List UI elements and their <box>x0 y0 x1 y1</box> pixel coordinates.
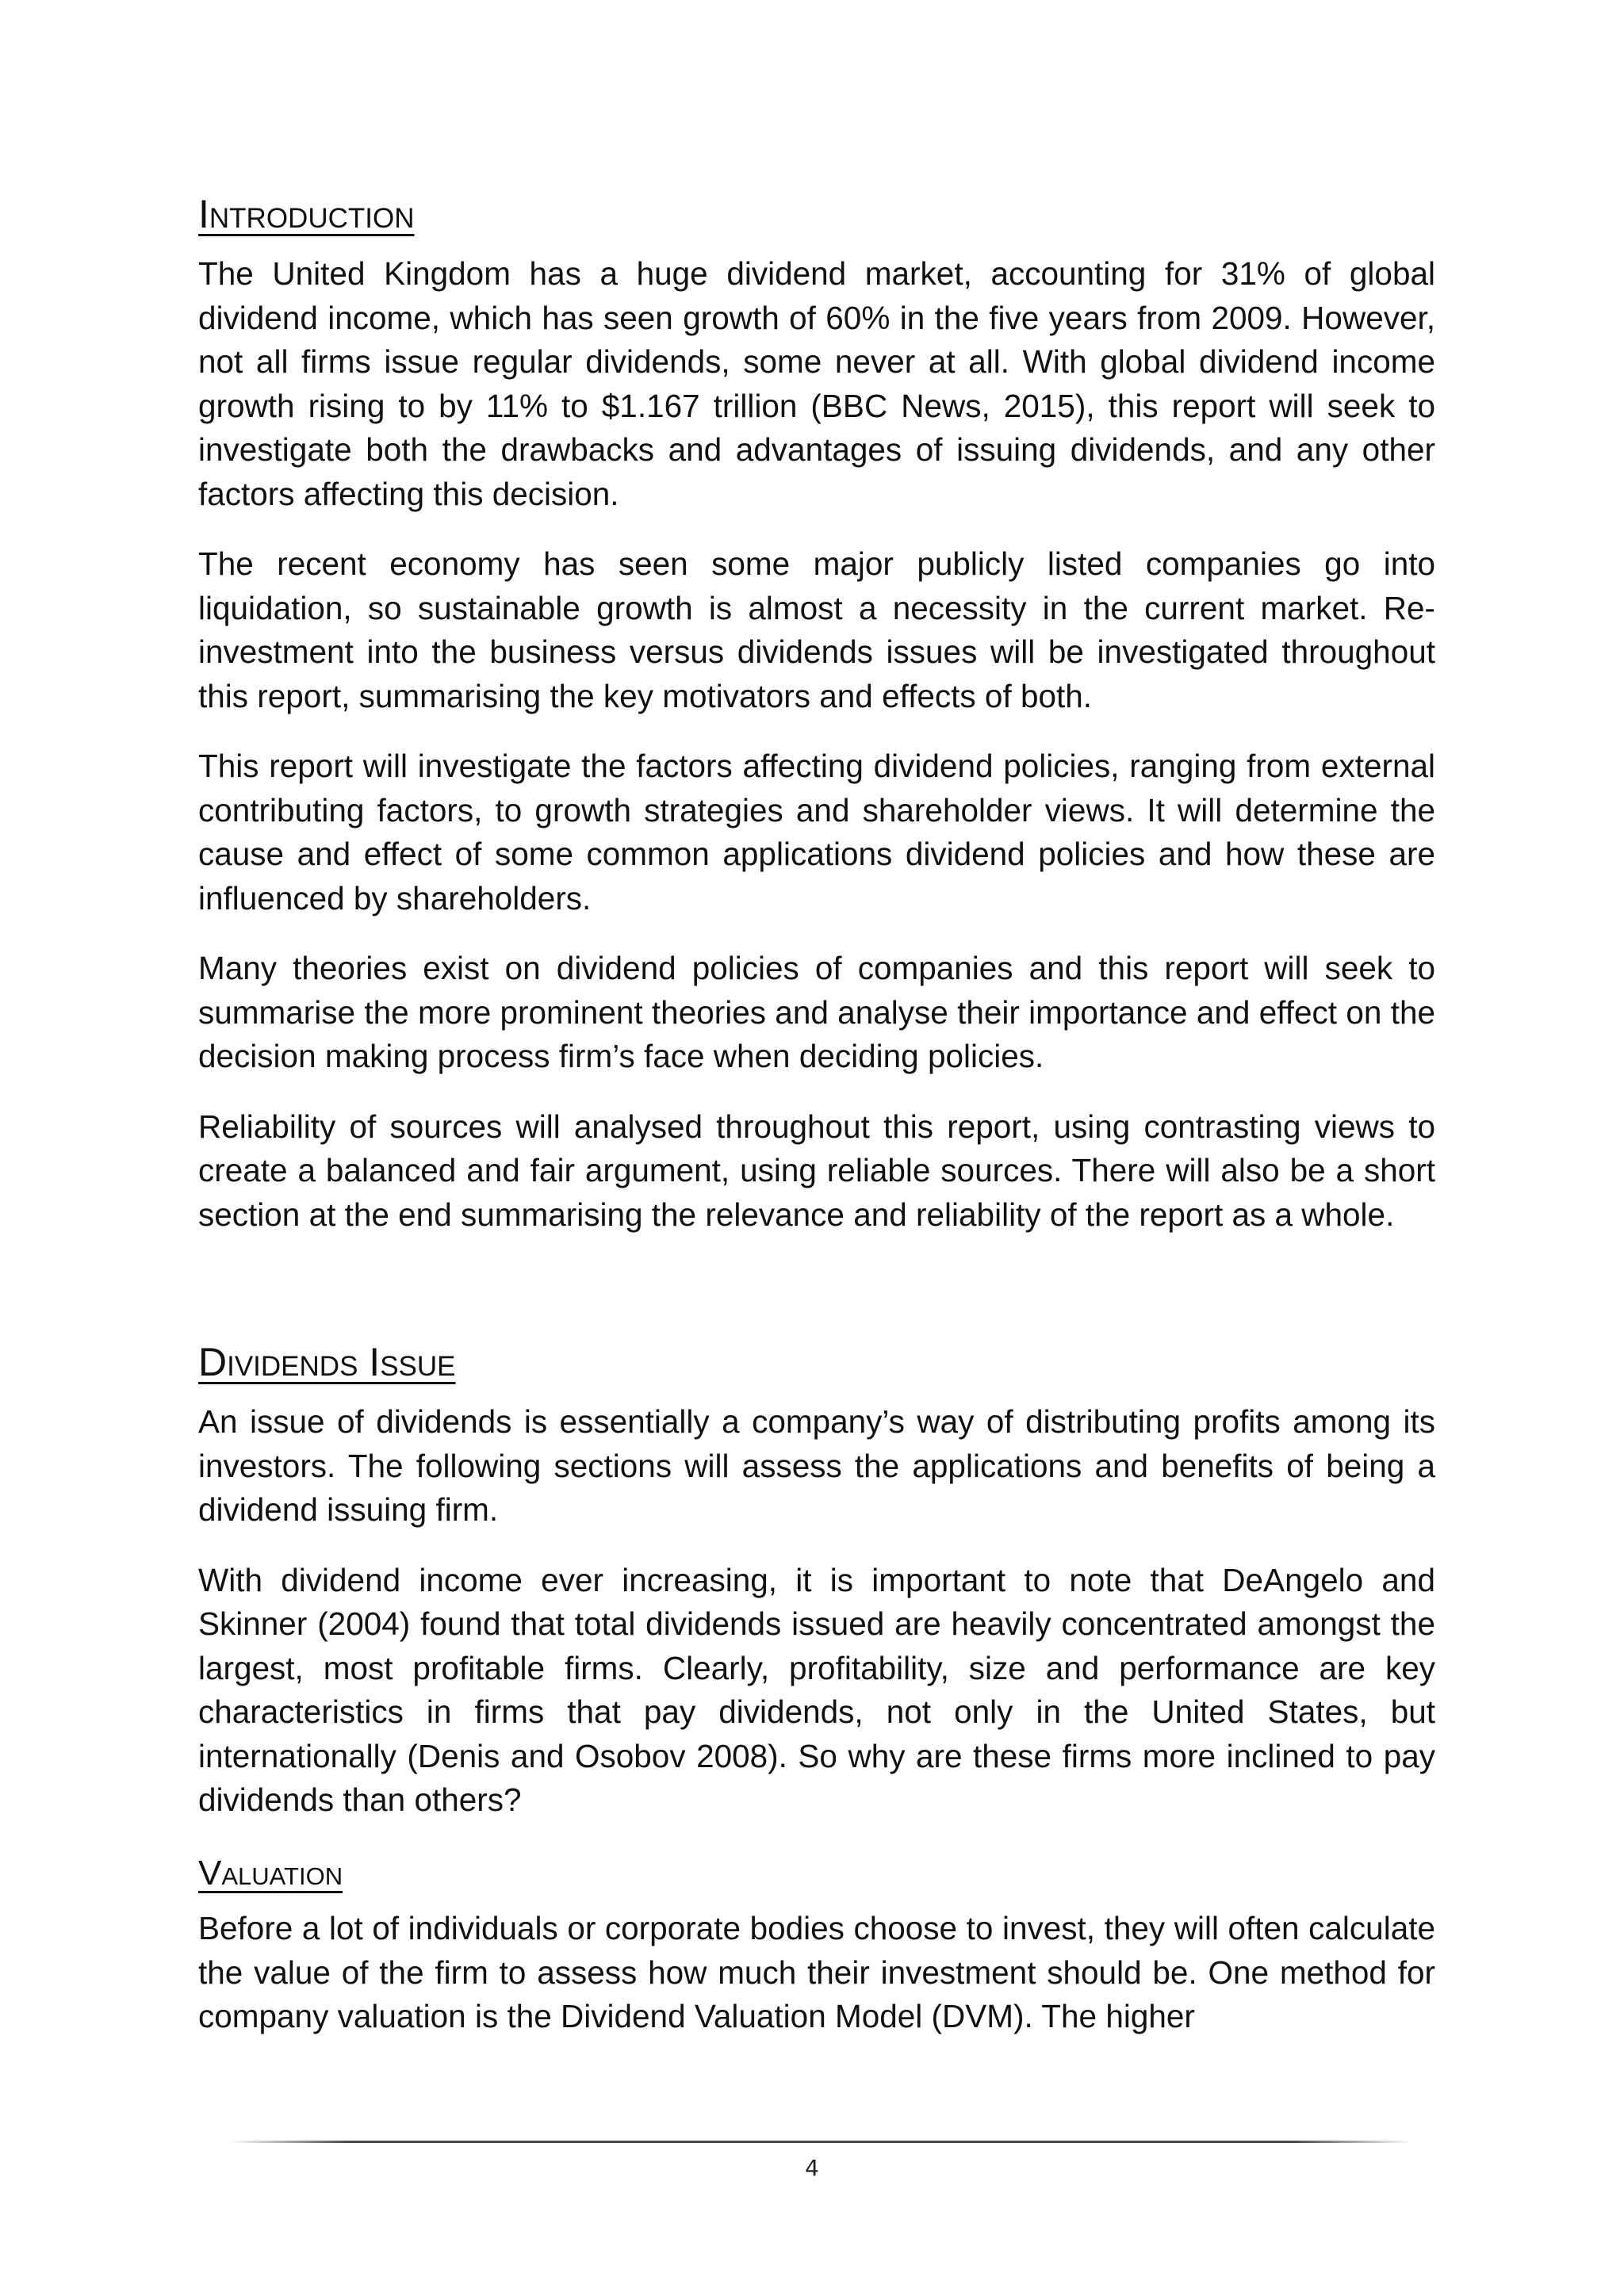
introduction-heading: Introduction <box>198 192 415 236</box>
valuation-heading: Valuation <box>198 1853 343 1892</box>
footer-divider <box>230 2141 1411 2143</box>
page-number: 4 <box>805 2155 819 2181</box>
valuation-paragraph-1: Before a lot of individuals or corporate bodies choose to invest, they will often calculate the value of the firm to assess how much their investment should be. One method for company valuation is the Dividend Valuation Model (DVM). The higher <box>198 1910 1435 2035</box>
introduction-paragraph-2: The recent economy has seen some major publicly listed companies go into liquidation, so sustainable growth is almost a necessity in the current market. Re-investment into the business versus dividends issues will be investigated throughout this report, summarising the key motivators and effects of both. <box>198 545 1435 714</box>
dividends-issue-heading: Dividends Issue <box>198 1340 456 1384</box>
introduction-paragraph-1: The United Kingdom has a huge dividend market, accounting for 31% of global dividend income, which has seen growth of 60% in the five years from 2009. However, not all firms issue regular dividends, some never at all. With global dividend income growth rising to by 11% to $1.167 trillion (BBC News, 2015), this report will seek to investigate both the drawbacks and advantages of issuing dividends, and any other factors affecting this decision. <box>198 255 1435 512</box>
dividends-issue-paragraph-2: With dividend income ever increasing, it is important to note that DeAngelo and Skinner (2004) found that total dividends issued are heavily concentrated amongst the largest, most profitable firms. Clearly, profitability, size and performance are key characteristics in firms that pay dividends, not only in the United States, but internationally (Denis and Osobov 2008). So why are these firms more inclined to pay dividends than others? <box>198 1561 1435 1818</box>
document-body <box>198 190 1435 2065</box>
dividends-issue-paragraph-1: An issue of dividends is essentially a company’s way of distributing profits among its investors. The following sections will assess the applications and benefits of being a dividend issuing firm. <box>198 1403 1435 1528</box>
introduction-paragraph-3: This report will investigate the factors affecting dividend policies, ranging from external contributing factors, to growth strategies and shareholder views. It will determine the cause and effect of some common applications dividend policies and how these are influenced by shareholders. <box>198 748 1435 916</box>
introduction-paragraph-4: Many theories exist on dividend policies of companies and this report will seek to summarise the more prominent theories and analyse their importance and effect on the decision making process firm’s face when deciding policies. <box>198 950 1435 1074</box>
introduction-paragraph-5: Reliability of sources will analysed throughout this report, using contrasting views to create a balanced and fair argument, using reliable sources. There will also be a short section at the end summarising the relevance and reliability of the report as a whole. <box>198 1108 1435 1233</box>
